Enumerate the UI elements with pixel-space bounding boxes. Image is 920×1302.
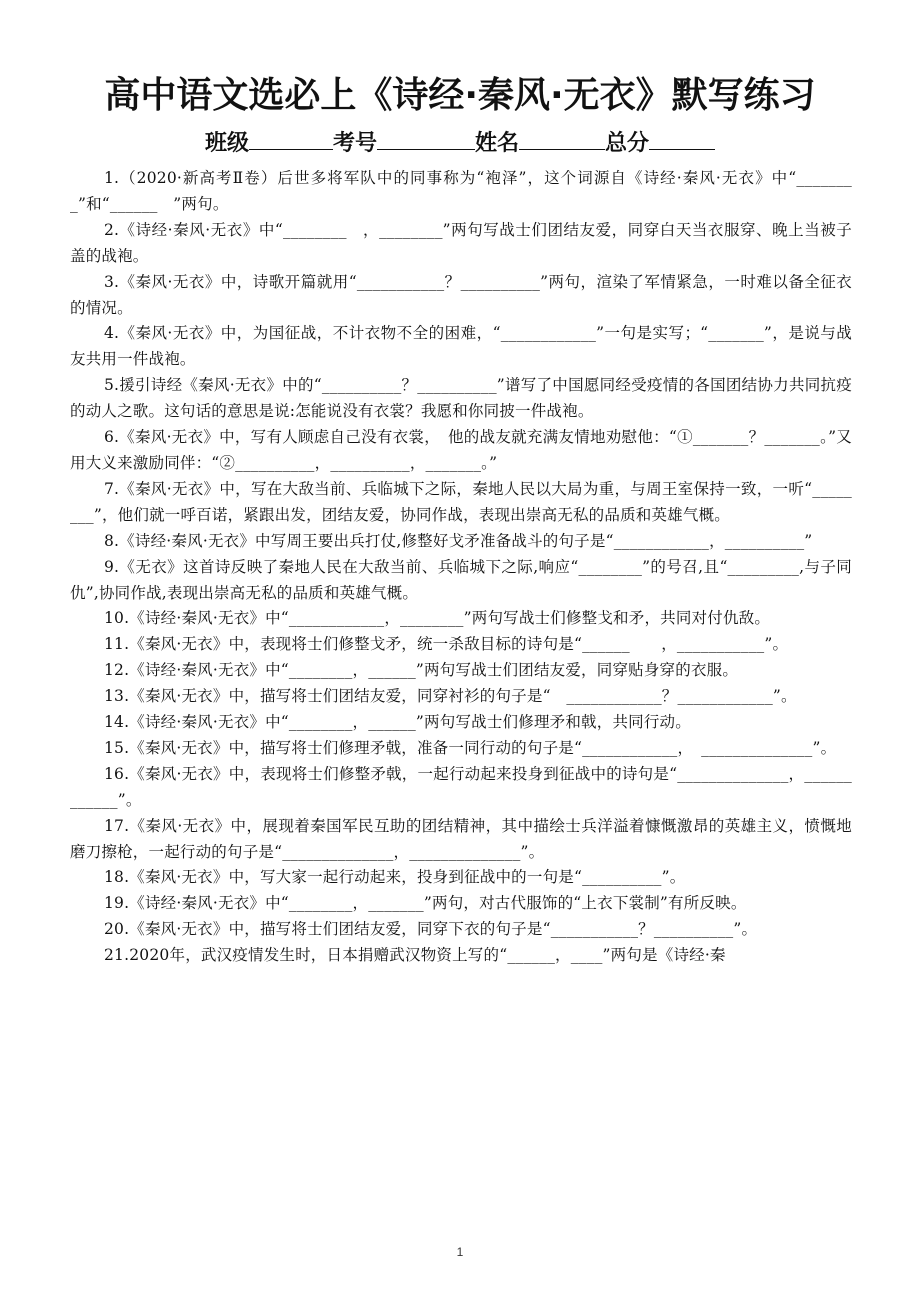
- question-item: 19.《诗经·秦风·无衣》中“________，_______”两句，对古代服饰的“上衣下裳制”有所反映。: [104, 894, 747, 913]
- question-item: 5.援引诗经《秦风·无衣》中的“__________？__________”谱写了中国愿同经受疫情的各国团结协力共同抗疫的动人之歌。这句话的意思是说:怎能说没有衣裳？我愿和你同披一件战袍。: [70, 376, 852, 421]
- question-item: 2.《诗经·秦风·无衣》中“________ ，________”两句写战士们团结友爱，同穿白天当衣服穿、晚上当被子盖的战袍。: [70, 220, 852, 265]
- question-item: 13.《秦风·无衣》中，描写将士们团结友爱，同穿衬衫的句子是“ ____________？____________”。: [104, 687, 797, 706]
- number-blank[interactable]: [377, 127, 475, 150]
- score-blank[interactable]: [649, 127, 715, 150]
- question-item: 17.《秦风·无衣》中，展现着秦国军民互助的团结精神，其中描绘士兵洋溢着慷慨激昂的英雄主义，愤慨地磨刀擦枪，一起行动的句子是“______________，______________”。: [70, 816, 852, 861]
- question-item: 20.《秦风·无衣》中，描写将士们团结友爱，同穿下衣的句子是“___________？__________”。: [104, 920, 758, 939]
- name-blank[interactable]: [519, 127, 605, 150]
- page-title: 高中语文选必上《诗经·秦风·无衣》默写练习: [104, 75, 816, 116]
- question-item: 1.（2020·新高考Ⅱ卷）后世多将军队中的同事称为“袍泽”，这个词源自《诗经·秦风·无衣》中“________”和“______ ”两句。: [70, 169, 852, 213]
- question-item: 4.《秦风·无衣》中，为国征战，不计衣物不全的困难，“____________”一句是实写；“_______”，是说与战友共用一件战袍。: [70, 324, 852, 369]
- question-item: 3.《秦风·无衣》中，诗歌开篇就用“___________？__________”两句，渲染了军情紧急，一时难以备全征衣的情况。: [70, 272, 852, 317]
- question-item: 6.《秦风·无衣》中，写有人顾虑自己没有衣裳， 他的战友就充满友情地劝慰他：“①_______？_______。”又用大义来激励同伴：“②__________，__________，_______。”: [70, 428, 852, 472]
- question-item: 10.《诗经·秦风·无衣》中“____________，________”两句写战士们修整戈和矛，共同对付仇敌。: [104, 609, 771, 628]
- question-item: 18.《秦风·无衣》中，写大家一起行动起来，投身到征战中的一句是“__________”。: [104, 868, 686, 887]
- score-label: 总分: [605, 131, 650, 156]
- page-number: 1: [456, 1245, 464, 1259]
- class-label: 班级: [204, 131, 249, 156]
- class-blank[interactable]: [249, 127, 333, 150]
- question-item: 9.《无衣》这首诗反映了秦地人民在大敌当前、兵临城下之际,响应“________”的号召,且“_________,与子同仇”,协同作战,表现出崇高无私的品质和英雄气概。: [70, 557, 852, 602]
- question-item: 16.《秦风·无衣》中，表现将士们修整矛戟，一起行动起来投身到征战中的诗句是“______________，____________”。: [70, 764, 852, 809]
- question-list: [70, 166, 852, 969]
- student-info-row: [0, 127, 920, 161]
- question-item: 15.《秦风·无衣》中，描写将士们修理矛戟，准备一同行动的句子是“____________， ______________”。: [104, 738, 837, 757]
- question-item: 21.2020年，武汉疫情发生时，日本捐赠武汉物资上写的“______，____”两句是《诗经·秦: [104, 946, 726, 965]
- question-item: 14.《诗经·秦风·无衣》中“________，______”两句写战士们修理矛和戟，共同行动。: [104, 713, 691, 732]
- question-item: 7.《秦风·无衣》中，写在大敌当前、兵临城下之际，秦地人民以大局为重，与周王室保持一致，一听“________”，他们就一呼百诺，紧跟出发，团结友爱，协同作战，表现出崇高无私的品质和英雄气概。: [70, 479, 852, 524]
- question-item: 8.《诗经·秦风·无衣》中写周王要出兵打仗,修整好戈矛准备战斗的句子是“____________，__________”: [104, 531, 813, 550]
- number-label: 考号: [332, 131, 377, 156]
- question-item: 12.《诗经·秦风·无衣》中“________，______”两句写战士们团结友爱，同穿贴身穿的衣服。: [104, 661, 739, 680]
- question-item: 11.《秦风·无衣》中，表现将士们修整戈矛，统一杀敌目标的诗句是“______ ，___________”。: [104, 635, 789, 654]
- name-label: 姓名: [475, 131, 520, 156]
